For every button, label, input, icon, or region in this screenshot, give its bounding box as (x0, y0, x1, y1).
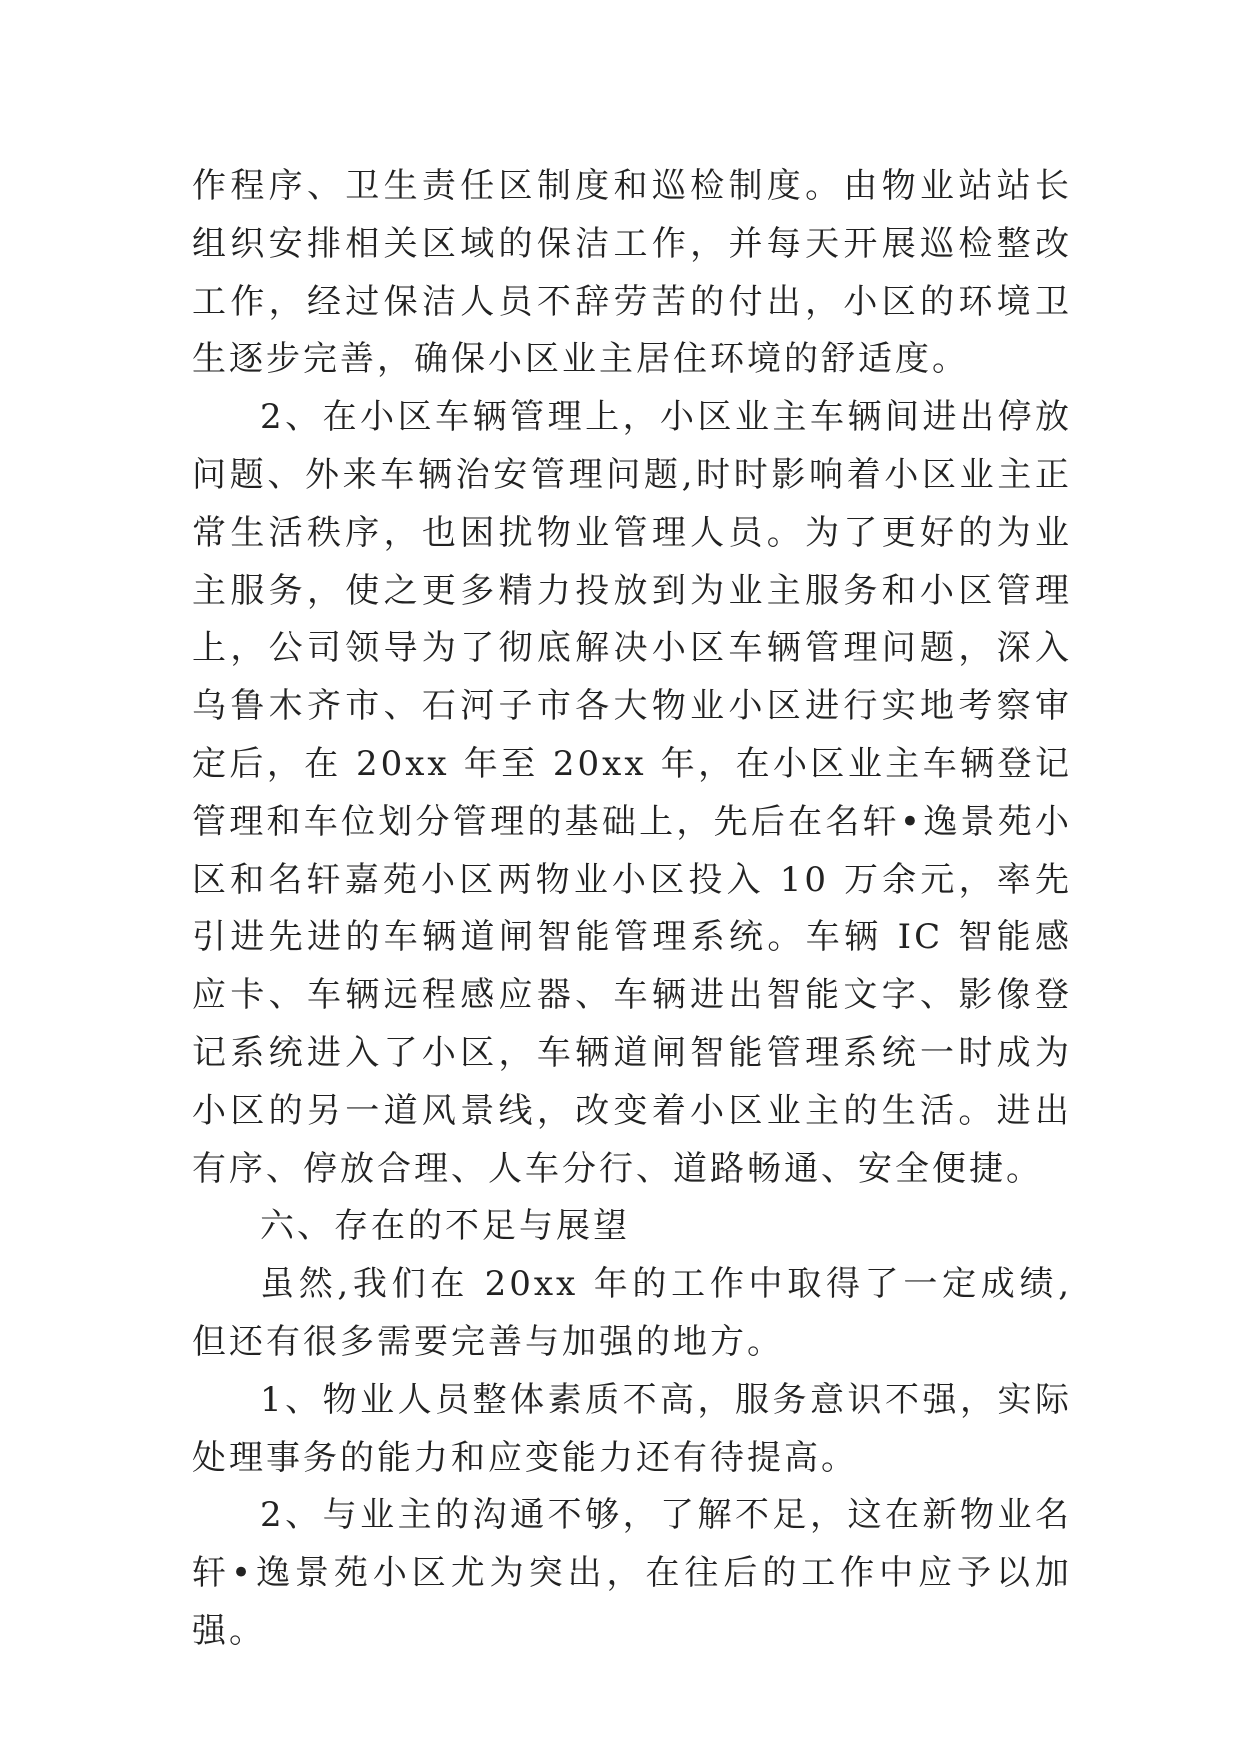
paragraph-achievements-summary: 虽然,我们在 20xx 年的工作中取得了一定成绩,但还有很多需要完善与加强的地方。 (192, 1264, 1072, 1362)
paragraph-owner-communication: 2、与业主的沟通不够，了解不足，这在新物业名轩•逸景苑小区尤为突出，在往后的工作中应予以加强。 (192, 1495, 1072, 1651)
paragraph-staff-quality: 1、物业人员整体素质不高，服务意识不强，实际处理事务的能力和应变能力还有待提高。 (192, 1379, 1072, 1478)
document-body (192, 158, 1072, 1661)
paragraph-vehicle-management: 2、在小区车辆管理上，小区业主车辆间进出停放问题、外来车辆治安管理问题,时时影响着小区业主正常生活秩序，也困扰物业管理人员。为了更好的为业主服务，使之更多精力投放到为业主服务和小区管理上，公司领导为了彻底解决小区车辆管理问题，深入乌鲁木齐市、石河子市各大物业小区进行实地考察审定后，在 20xx 年至 20xx 年，在小区业主车辆登记管理和车位划分管理的基础上，先后在名轩•逸景苑小区和名轩嘉苑小区两物业小区投入 10 万余元，率先引进先进的车辆道闸智能管理系统。车辆 IC 智能感应卡、车辆远程感应器、车辆进出智能文字、影像登记系统进入了小区，车辆道闸智能管理系统一时成为小区的另一道风景线，改变着小区业主的生活。进出有序、停放合理、人车分行、道路畅通、安全便捷。 (192, 397, 1072, 1189)
section-heading-shortcomings: 六、存在的不足与展望 (260, 1206, 630, 1247)
paragraph-cleaning-system: 作程序、卫生责任区制度和巡检制度。由物业站站长组织安排相关区域的保洁工作，并每天开展巡检整改工作，经过保洁人员不辞劳苦的付出，小区的环境卫生逐步完善，确保小区业主居住环境的舒适度。 (192, 166, 1072, 380)
